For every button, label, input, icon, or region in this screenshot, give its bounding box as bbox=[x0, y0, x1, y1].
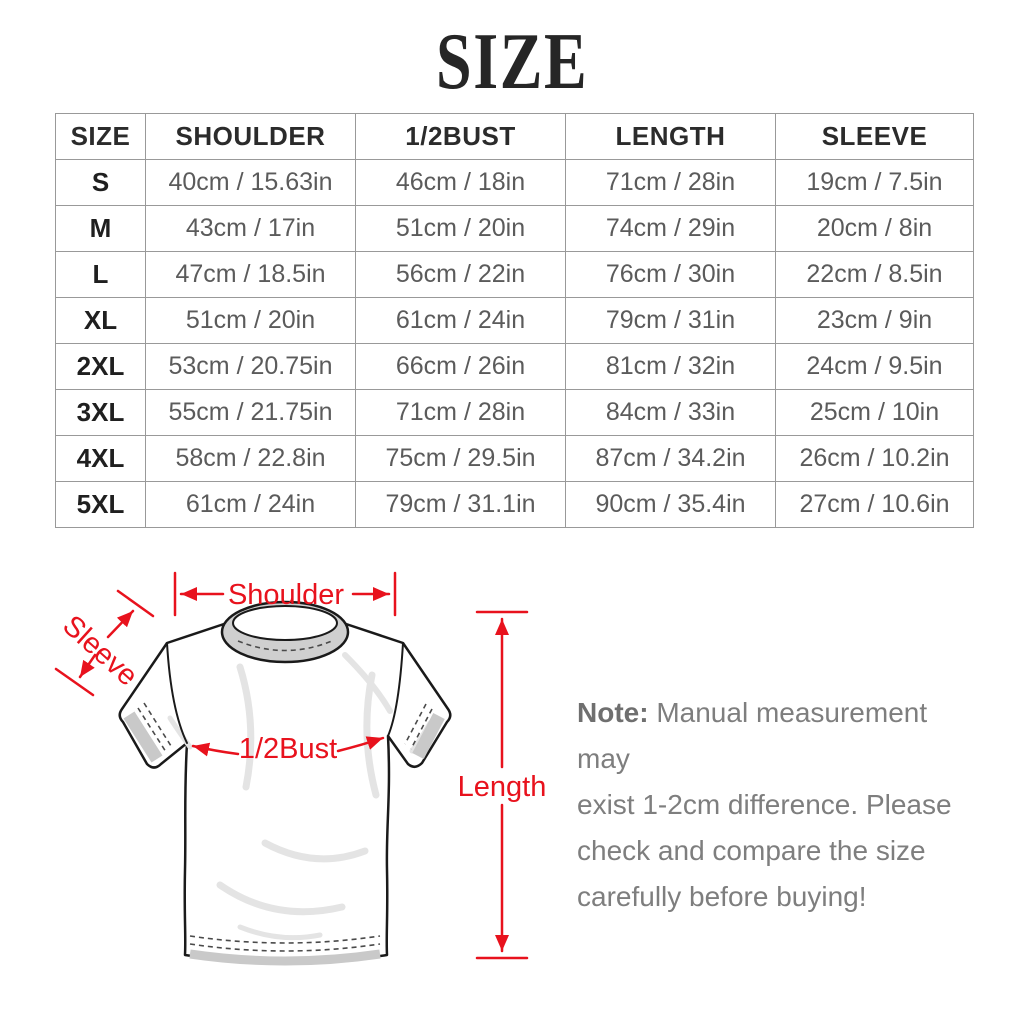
size-chart-table bbox=[55, 113, 974, 528]
measurement-cell: 58cm / 22.8in bbox=[146, 436, 356, 482]
size-label: S bbox=[56, 160, 146, 206]
bust-label: 1/2Bust bbox=[238, 733, 338, 765]
page-title-text: SIZE bbox=[435, 18, 589, 106]
measurement-cell: 74cm / 29in bbox=[566, 206, 776, 252]
table-header-row bbox=[56, 114, 974, 160]
measurement-cell: 81cm / 32in bbox=[566, 344, 776, 390]
measurement-cell: 47cm / 18.5in bbox=[146, 252, 356, 298]
size-label: M bbox=[56, 206, 146, 252]
column-header-length: LENGTH bbox=[566, 114, 776, 160]
size-label: L bbox=[56, 252, 146, 298]
measurement-cell: 20cm / 8in bbox=[776, 206, 974, 252]
measurement-cell: 40cm / 15.63in bbox=[146, 160, 356, 206]
measurement-note bbox=[577, 690, 977, 920]
measurement-cell: 51cm / 20in bbox=[146, 298, 356, 344]
size-label: 3XL bbox=[56, 390, 146, 436]
sleeve-annotation bbox=[56, 591, 153, 695]
measurement-cell: 22cm / 8.5in bbox=[776, 252, 974, 298]
measurement-cell: 79cm / 31.1in bbox=[356, 482, 566, 528]
measurement-cell: 55cm / 21.75in bbox=[146, 390, 356, 436]
measurement-cell: 25cm / 10in bbox=[776, 390, 974, 436]
table-row bbox=[56, 482, 974, 528]
measurement-cell: 53cm / 20.75in bbox=[146, 344, 356, 390]
note-label: Note: bbox=[577, 697, 649, 728]
measurement-cell: 90cm / 35.4in bbox=[566, 482, 776, 528]
measurement-cell: 56cm / 22in bbox=[356, 252, 566, 298]
measurement-cell: 71cm / 28in bbox=[356, 390, 566, 436]
page-title bbox=[0, 18, 1024, 106]
sleeve-tick-bottom bbox=[56, 669, 93, 695]
column-header-shoulder: SHOULDER bbox=[146, 114, 356, 160]
measurement-cell: 46cm / 18in bbox=[356, 160, 566, 206]
shoulder-label: Shoulder bbox=[227, 579, 345, 611]
table-row bbox=[56, 298, 974, 344]
column-header-size: SIZE bbox=[56, 114, 146, 160]
measurement-cell: 71cm / 28in bbox=[566, 160, 776, 206]
note-line: check and compare the size bbox=[577, 835, 926, 866]
shoulder-annotation bbox=[175, 573, 395, 615]
measurement-cell: 61cm / 24in bbox=[146, 482, 356, 528]
column-header-sleeve: SLEEVE bbox=[776, 114, 974, 160]
table-row bbox=[56, 436, 974, 482]
sleeve-arrow-up bbox=[108, 611, 133, 637]
note-line: exist 1-2cm difference. Please bbox=[577, 789, 952, 820]
length-label: Length bbox=[457, 771, 547, 803]
size-label: 5XL bbox=[56, 482, 146, 528]
size-measurement-diagram bbox=[40, 555, 560, 1005]
column-header-bust: 1/2BUST bbox=[356, 114, 566, 160]
sleeve-tick-top bbox=[118, 591, 153, 616]
measurement-cell: 75cm / 29.5in bbox=[356, 436, 566, 482]
length-annotation bbox=[458, 612, 547, 958]
measurement-cell: 51cm / 20in bbox=[356, 206, 566, 252]
measurement-cell: 24cm / 9.5in bbox=[776, 344, 974, 390]
collar-inner bbox=[233, 606, 337, 640]
note-text: Manual measurement may bbox=[577, 697, 928, 774]
measurement-cell: 66cm / 26in bbox=[356, 344, 566, 390]
measurement-cell: 87cm / 34.2in bbox=[566, 436, 776, 482]
measurement-cell: 23cm / 9in bbox=[776, 298, 974, 344]
table-row bbox=[56, 390, 974, 436]
size-label: XL bbox=[56, 298, 146, 344]
measurement-cell: 84cm / 33in bbox=[566, 390, 776, 436]
measurement-cell: 26cm / 10.2in bbox=[776, 436, 974, 482]
measurement-cell: 43cm / 17in bbox=[146, 206, 356, 252]
table-row bbox=[56, 206, 974, 252]
note-line bbox=[577, 690, 977, 782]
tshirt-illustration bbox=[120, 602, 451, 963]
table-row bbox=[56, 160, 974, 206]
measurement-cell: 27cm / 10.6in bbox=[776, 482, 974, 528]
size-label: 2XL bbox=[56, 344, 146, 390]
table-row bbox=[56, 252, 974, 298]
measurement-cell: 19cm / 7.5in bbox=[776, 160, 974, 206]
table-row bbox=[56, 344, 974, 390]
measurement-cell: 79cm / 31in bbox=[566, 298, 776, 344]
measurement-cell: 61cm / 24in bbox=[356, 298, 566, 344]
measurement-cell: 76cm / 30in bbox=[566, 252, 776, 298]
sleeve-label: Sleeve bbox=[56, 609, 144, 693]
size-label: 4XL bbox=[56, 436, 146, 482]
note-line: carefully before buying! bbox=[577, 881, 867, 912]
